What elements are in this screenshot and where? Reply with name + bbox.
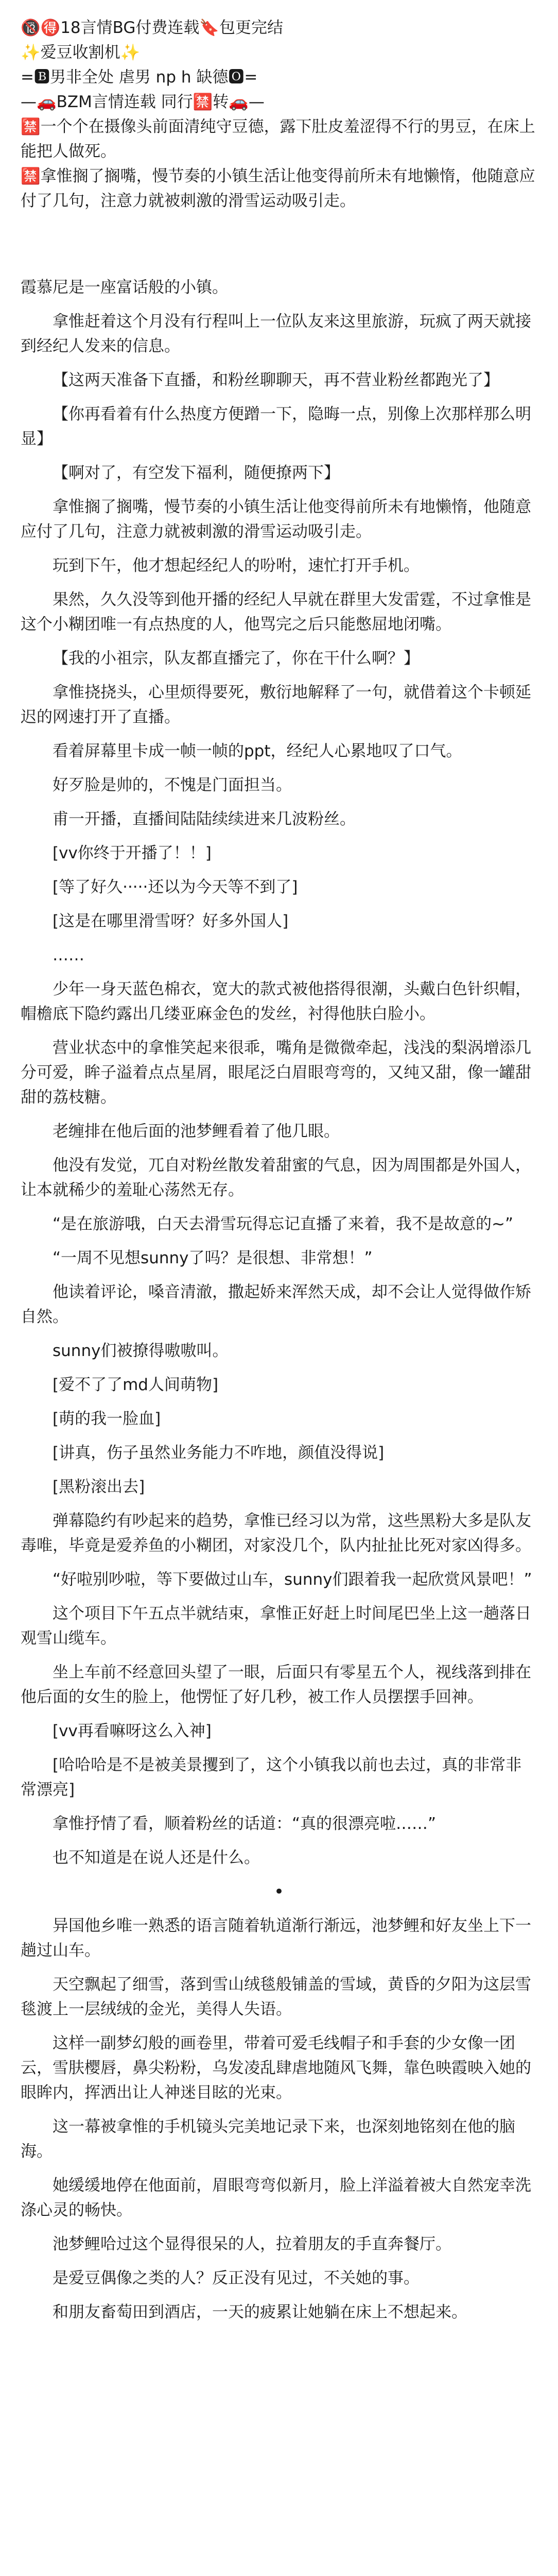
section-divider: • [273, 1882, 285, 1902]
story-paragraph: [等了好久·····还以为今天等不到了] [53, 878, 298, 896]
story-paragraph: 这样一副梦幻般的画卷里，带着可爱毛线帽子和手套的少女像一团云，雪肤樱唇，鼻尖粉粉，乌发凌乱肆虐地随风飞舞，靠色映霞映入她的眼眸内，挥洒出让人神迷目眩的光束。 [21, 2034, 531, 2102]
story-paragraph: [哈哈哈是不是被美景攫到了，这个小镇我以前也去过，真的非常非常漂亮] [21, 1756, 522, 1799]
story-paragraph: 也不知道是在说人还是什么。 [53, 1849, 260, 1867]
story-paragraph: 【你再看着有什么热度方便蹭一下，隐晦一点，别像上次那样那么明显】 [21, 405, 531, 448]
story-paragraph: 看着屏幕里卡成一帧一帧的ppt，经纪人心累地叹了口气。 [53, 742, 462, 760]
story-paragraph: 这个项目下午五点半就结束，拿惟正好赶上时间尾巴坐上这一趟落日观雪山缆车。 [21, 1604, 531, 1648]
story-paragraph: …… [53, 946, 84, 964]
story-paragraph: 好歹脸是帅的，不愧是门面担当。 [53, 776, 292, 794]
story-paragraph: “一周不见想sunny了吗？是很想、非常想！” [53, 1249, 373, 1267]
story-paragraph: 玩到下午，他才想起经纪人的吩咐，速忙打开手机。 [53, 556, 420, 575]
story-paragraph: 弹幕隐约有吵起来的趋势，拿惟已经习以为常，这些黑粉大多是队友毒唯，毕竟是爱养鱼的小糊团，对家没几个，队内扯扯比死对家凶得多。 [21, 1512, 531, 1555]
story-paragraph: [黑粉滚出去] [53, 1478, 145, 1496]
story-paragraph: [vv再看嘛呀这么入神] [53, 1722, 212, 1740]
story-paragraph: 【这两天准备下直播，和粉丝聊聊天，再不营业粉丝都跑光了】 [53, 371, 499, 389]
story-paragraph: 和朋友畜萄田到酒店，一天的疲累让她躺在床上不想起来。 [53, 2303, 467, 2321]
story-paragraph: 少年一身天蓝色棉衣，宽大的款式被他搭得很潮，头戴白色针织帽，帽檐底下隐约露出几缕亚麻金色的发丝，衬得他肤白脸小。 [21, 980, 531, 1023]
story-paragraph: 拿惟赶着这个月没有行程叫上一位队友来这里旅游，玩疯了两天就接到经纪人发来的信息。 [21, 312, 531, 355]
story-paragraph: 池梦鲤哈过这个显得很呆的人，拉着朋友的手直奔餐厅。 [53, 2235, 451, 2253]
story-paragraph: 甫一开播，直播间陆陆续续进来几波粉丝。 [53, 810, 356, 828]
story-paragraph: [vv你终于开播了！！] [53, 844, 212, 862]
story-paragraph: [这是在哪里滑雪呀？好多外国人] [53, 912, 289, 930]
story-paragraph: 果然，久久没等到他开播的经纪人早就在群里大发雷霆，不过拿惟是这个小糊团唯一有点热度的人，他骂完之后只能憋屈地闭嘴。 [21, 590, 531, 634]
story-paragraph: 老缠排在他后面的池梦鲤看着了他几眼。 [53, 1122, 340, 1141]
header-line-tagline: ✨爱豆收割机✨ [21, 43, 141, 62]
story-paragraph: 营业状态中的拿惟笑起来很乖，嘴角是微微牵起，浅浅的梨涡增添几分可爱，眸子溢着点点星屑，眼尾泛白眉眼弯弯的，又纯又甜，像一罐甜甜的荔枝糖。 [21, 1039, 531, 1107]
story-paragraph: 霞慕尼是一座富话般的小镇。 [21, 278, 228, 297]
header-line-blurb-2: 🈲拿惟搁了搁嘴，慢节奏的小镇生活让他变得前所未有地懒惰，他随意应付了几句，注意力就被刺激的滑雪运动吸引走。 [21, 167, 535, 210]
story-paragraph: 【我的小祖宗，队友都直播完了，你在干什么啊？】 [53, 649, 420, 668]
story-paragraph: 是爱豆偶像之类的人？反正没有见过，不关她的事。 [53, 2269, 420, 2287]
header-line-title: 🔞🉐18言情BG付费连载🔖包更完结 [21, 19, 283, 37]
story-paragraph: 她缓缓地停在他面前，眉眼弯弯似新月，脸上洋溢着被大自然宠幸洗涤心灵的畅快。 [21, 2176, 531, 2219]
story-paragraph: “是在旅游哦，白天去滑雪玩得忘记直播了来着，我不是故意的~” [53, 1215, 514, 1233]
story-paragraph: 坐上车前不经意回头望了一眼，后面只有零星五个人，视线落到排在他后面的女生的脸上，他愣怔了好几秒，被工作人员摆摆手回神。 [21, 1663, 531, 1706]
story-paragraph: 拿惟挠挠头，心里烦得要死，敷衍地解释了一句，就借着这个卡顿延迟的网速打开了直播。 [21, 683, 531, 726]
post-header [21, 15, 537, 213]
header-line-blurb-1: 🈲一个个在摄像头前面清纯守豆德，露下肚皮羞涩得不行的男豆，在床上能把人做死。 [21, 117, 535, 161]
story-paragraph: 【啊对了，有空发下福利，随便撩两下】 [53, 464, 340, 482]
story-paragraph: 他读着评论，嗓音清澈，撒起娇来浑然天成，却不会让人觉得做作矫自然。 [21, 1283, 531, 1326]
story-paragraph: 他没有发觉，兀自对粉丝散发着甜蜜的气息，因为周围都是外国人，让本就稀少的羞耻心荡然无存。 [21, 1156, 531, 1199]
story-paragraph: 拿惟抒情了看，顺着粉丝的话道：“真的很漂亮啦……” [53, 1815, 437, 1833]
story-paragraph: [爱不了了md人间萌物] [53, 1376, 219, 1394]
story-paragraph: 异国他乡唯一熟悉的语言随着轨道渐行渐远，池梦鲤和好友坐上下一趟过山车。 [21, 1917, 531, 1960]
story-body [21, 275, 537, 2325]
header-line-notice: —🚗BZM言情连载 同行🈲转🚗— [21, 93, 265, 111]
story-paragraph: 拿惟搁了搁嘴，慢节奏的小镇生活让他变得前所未有地懒惰，他随意应付了几句，注意力就被刺激的滑雪运动吸引走。 [21, 498, 531, 541]
story-paragraph: [萌的我一脸血] [53, 1410, 161, 1428]
story-paragraph: 天空飘起了细雪，落到雪山绒毯般铺盖的雪域，黄昏的夕阳为这层雪毯渡上一层绒绒的金光，美得人失语。 [21, 1975, 531, 2019]
story-paragraph: sunny们被撩得嗷嗷叫。 [53, 1342, 229, 1360]
story-paragraph: [讲真，伤子虽然业务能力不咋地，颜值没得说] [53, 1444, 385, 1462]
story-paragraph: “好啦别吵啦，等下要做过山车，sunny们跟着我一起欣赏风景吧！” [53, 1570, 532, 1589]
header-line-tags: =🅱男非全处 虐男 np h 缺德🅾= [21, 68, 258, 87]
story-paragraph: 这一幕被拿惟的手机镜头完美地记录下来，也深刻地铭刻在他的脑海。 [21, 2117, 515, 2161]
